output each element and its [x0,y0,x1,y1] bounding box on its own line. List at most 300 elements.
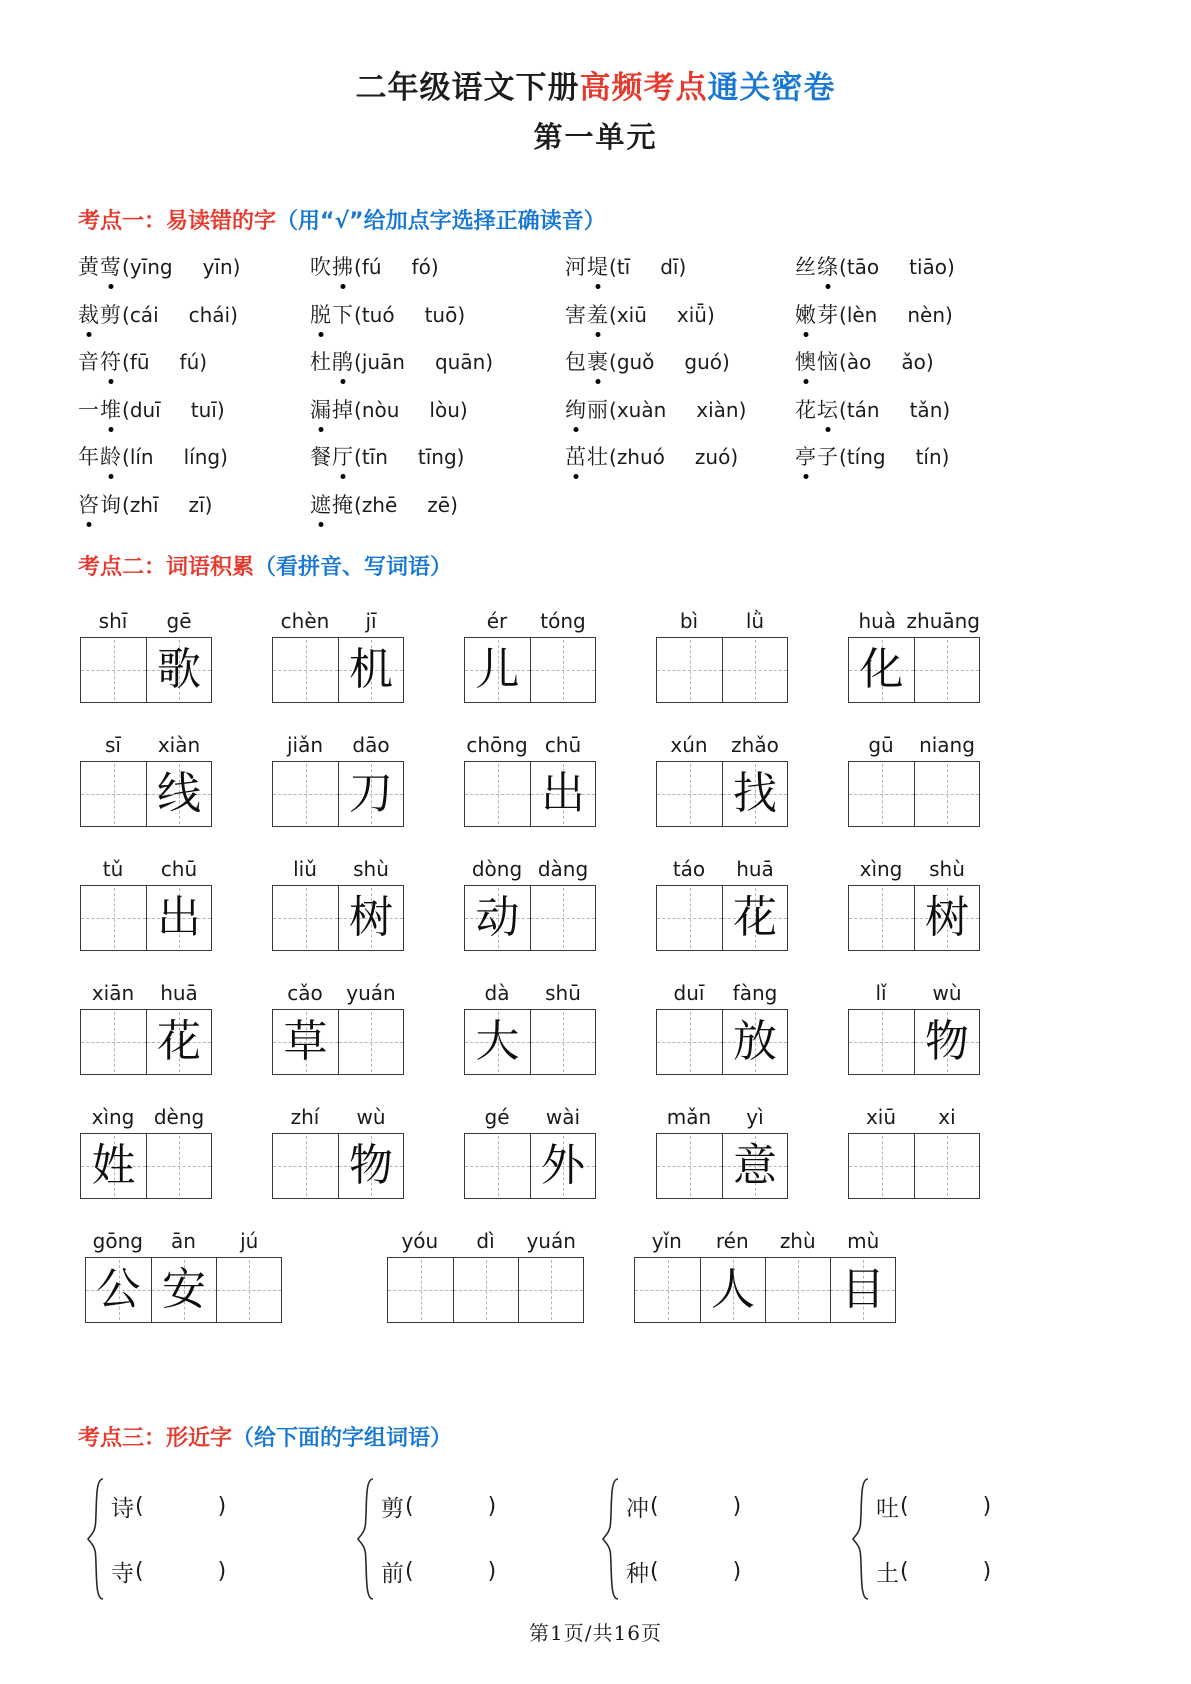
dotted-hanzi-char: 漏 [310,394,332,424]
pinyin-option-2: líng [183,445,221,469]
writing-cell-empty [765,1258,830,1322]
pinyin-option-1: lèn [846,302,878,327]
pinyin-syllable: xiū [865,1105,897,1129]
writing-cell-empty [849,762,914,826]
hanzi-char: 害 [565,302,587,327]
writing-cell-filled [914,1010,979,1074]
pronunciation-item [795,299,1191,329]
pinyin-row [464,857,596,883]
pinyin-syllable: xiān [91,981,135,1005]
pronunciation-item [795,394,1191,424]
writing-box [80,761,212,827]
hanzi-char: 吹 [310,255,332,279]
title-segment-black: 二年级语文下册 [355,70,580,106]
writing-cell-filled [914,886,979,950]
pinyin-row [80,609,212,635]
pinyin-writing-grid [0,609,1191,1323]
pinyin-option-2: fú [179,350,200,374]
pinyin-options: (tāo tiāo) [839,255,955,279]
hanzi-char: 丽 [587,397,609,422]
writing-cell-filled [338,638,403,702]
pinyin-option-1: lín [129,445,154,469]
writing-cell-filled [700,1258,765,1322]
pinyin-syllable: yì [746,1105,764,1129]
given-char: 外 [541,1140,585,1191]
similar-char-pair [355,1474,600,1604]
pinyin-options: (lín líng) [122,445,228,469]
writing-box [272,1009,404,1075]
pinyin-row [85,1229,282,1255]
dotted-word [78,350,122,374]
section3-heading-instruction: （给下面的字组词语） [232,1426,453,1451]
pinyin-syllable: dàng [537,857,589,881]
hanzi-char: 黄 [78,255,100,279]
pinyin-syllable: yuán [526,1229,576,1253]
writing-cell-filled [146,886,211,950]
pronunciation-item [565,441,795,471]
writing-cell-filled [151,1258,216,1322]
dotted-hanzi-char: 裁 [78,299,100,329]
answer-blank: ( ) [900,1494,992,1519]
pinyin-options: (ào ǎo) [839,350,934,374]
pinyin-syllable: chōng [466,733,528,757]
pinyin-option-1: ào [846,350,872,374]
hanzi-char: 诗 [111,1496,134,1522]
dotted-word [78,493,122,517]
pinyin-option-1: tī [616,255,631,279]
hanzi-char: 种 [626,1561,649,1587]
pinyin-option-1: zhē [361,492,398,517]
dotted-word [795,350,839,374]
hanzi-char: 吐 [876,1496,899,1522]
writing-cell-empty [657,762,722,826]
pinyin-syllable: dà [484,981,510,1005]
writing-cell-filled [146,638,211,702]
char-blank-line-top [381,1474,496,1539]
dotted-hanzi-char: 堆 [100,394,122,424]
section3-heading-main: 考点三：形近字 [78,1426,233,1451]
pinyin-options: (nòu lòu) [354,397,468,422]
writing-unit [80,609,212,703]
hanzi-char: 掉 [332,397,354,422]
pinyin-options: (tuó tuō) [354,302,466,327]
pinyin-option-1: tāo [846,255,880,279]
hanzi-char: 年 [78,445,100,469]
writing-cell-empty [849,886,914,950]
pinyin-syllable: xìng [91,1105,135,1129]
writing-unit [387,1229,584,1323]
dotted-word [78,255,122,279]
pinyin-syllable: liǔ [293,857,317,881]
writing-unit [80,981,212,1075]
section1-heading [0,204,1191,235]
pinyin-option-1: fú [361,255,382,279]
dotted-hanzi-char: 拂 [332,251,354,281]
writing-cell-empty [635,1258,700,1322]
pinyin-row [272,609,404,635]
pinyin-syllable: lǐ [875,981,887,1005]
pinyin-options: (lèn nèn) [839,302,953,327]
writing-box [387,1257,584,1323]
pinyin-option-1: tíng [846,445,886,469]
writing-box [656,885,788,951]
writing-cell-empty [81,762,146,826]
dotted-word [310,493,354,517]
writing-row [80,1229,1191,1323]
pronunciation-item [795,441,1191,471]
pinyin-syllable: gū [868,733,894,757]
writing-cell-filled [146,1010,211,1074]
pinyin-syllable: mǎn [666,1105,712,1129]
writing-unit [656,981,788,1075]
writing-unit [464,1105,596,1199]
writing-unit [272,1105,404,1199]
dotted-word [310,350,354,374]
writing-cell-empty [914,1134,979,1198]
pinyin-option-2: ǎo [901,350,926,374]
dotted-hanzi-char: 茁 [565,441,587,471]
pinyin-options: (tīn tīng) [354,445,465,469]
pinyin-syllable: wù [356,1105,386,1129]
pinyin-option-1: tán [846,397,880,422]
dotted-word [795,303,839,327]
pinyin-option-1: duī [129,397,161,422]
given-char: 儿 [475,644,520,695]
pinyin-options: (duī tuī) [122,397,225,422]
pinyin-syllable: mù [847,1229,880,1253]
writing-box [272,761,404,827]
writing-box [464,761,596,827]
pronunciation-item [78,299,310,329]
writing-cell-empty [914,638,979,702]
title-segment-blue: 通关密卷 [707,70,836,106]
pinyin-option-2: fó [411,255,431,279]
dotted-hanzi-char: 厅 [332,441,354,471]
hanzi-char: 杜 [310,350,332,374]
writing-unit [80,733,212,827]
pinyin-option-2: xiǖ [676,302,707,327]
writing-cell-empty [530,638,595,702]
answer-blank: ( ) [135,1559,227,1584]
dotted-word [310,255,354,279]
pinyin-syllable: dèng [153,1105,205,1129]
pinyin-syllable: wài [545,1105,581,1129]
hanzi-char: 餐 [310,445,332,469]
writing-cell-filled [81,1134,146,1198]
dotted-word [78,303,122,327]
pinyin-syllable: táo [672,857,706,881]
brace-icon [850,1476,872,1602]
pronunciation-item [78,346,310,376]
pronunciation-item [310,346,565,376]
pinyin-option-1: fū [129,350,150,374]
writing-cell-empty [388,1258,453,1322]
pinyin-syllable: dòng [471,857,523,881]
writing-cell-filled [849,638,914,702]
writing-unit [848,981,980,1075]
pinyin-syllable: lǜ [745,609,765,633]
pinyin-syllable: gōng [92,1229,143,1253]
pronunciation-item [565,251,795,281]
hanzi-char: 一 [78,397,100,422]
hanzi-char: 恼 [817,350,839,374]
writing-cell-empty [914,762,979,826]
pinyin-option-1: cái [129,302,159,327]
pinyin-option-2: tiāo [909,255,948,279]
dotted-word [310,445,354,469]
pinyin-options: (zhī zī) [122,492,213,517]
pinyin-option-2: xiàn [696,397,739,422]
writing-cell-empty [453,1258,518,1322]
pinyin-options: (zhē zē) [354,492,458,517]
writing-cell-empty [81,638,146,702]
pinyin-syllable: chèn [280,609,330,633]
dotted-word [78,445,122,469]
writing-box [464,1133,596,1199]
pinyin-row [464,1105,596,1131]
section1-heading-instruction: （用“√”给加点字选择正确读音） [276,209,606,234]
pinyin-syllable: dāo [352,733,390,757]
similar-char-pair [850,1474,1191,1604]
pinyin-option-2: tuō [424,302,458,327]
similar-characters-list [0,1474,1191,1604]
writing-cell-empty [81,886,146,950]
pinyin-syllable: shū [545,981,581,1005]
writing-box [848,885,980,951]
pinyin-row [634,1229,896,1255]
writing-cell-filled [722,762,787,826]
given-char: 草 [283,1016,328,1067]
writing-box [80,885,212,951]
writing-cell-empty [338,1010,403,1074]
writing-cell-filled [722,1134,787,1198]
writing-row [80,1105,1191,1199]
pinyin-option-1: tuó [361,302,395,327]
writing-box [464,637,596,703]
writing-unit [80,1105,212,1199]
similar-char-pair [600,1474,850,1604]
title-segment-red: 高频考点 [579,70,708,106]
writing-box [656,761,788,827]
pinyin-syllable: chū [160,857,198,881]
pinyin-row [464,609,596,635]
char-blank-line-bottom [111,1539,226,1604]
writing-cell-filled [273,1010,338,1074]
pinyin-syllable: rén [715,1229,749,1253]
pinyin-syllable: tóng [540,609,586,633]
writing-cell-empty [722,638,787,702]
given-char: 目 [841,1264,885,1315]
dotted-word [565,445,609,469]
dotted-word [795,398,839,422]
dotted-hanzi-char: 符 [100,346,122,376]
dotted-hanzi-char: 羞 [587,299,609,329]
pinyin-option-2: lòu [429,397,460,422]
writing-box [272,1133,404,1199]
brace-icon [355,1476,377,1602]
dotted-hanzi-char: 遮 [310,489,332,519]
given-char: 物 [925,1016,969,1067]
dotted-word [565,350,609,374]
pinyin-syllable: zhí [290,1105,320,1129]
pinyin-options: (fú fó) [354,255,439,279]
pinyin-syllable: zhù [779,1229,816,1253]
writing-row [80,981,1191,1075]
pinyin-options: (fū fú) [122,350,208,374]
writing-unit [464,981,596,1075]
writing-unit [848,609,980,703]
pronunciation-item [310,251,565,281]
pinyin-option-2: zuó [694,445,731,469]
pinyin-syllable: chū [544,733,582,757]
hanzi-char: 剪 [381,1496,404,1522]
hanzi-char: 丝 [795,255,817,279]
pinyin-options: (guǒ guó) [609,350,730,374]
pinyin-option-1: yīng [129,255,173,279]
dotted-hanzi-char: 绦 [817,251,839,281]
pinyin-syllable: ér [486,609,508,633]
dotted-word [565,255,609,279]
writing-cell-empty [465,762,530,826]
given-char: 放 [733,1016,777,1067]
dotted-hanzi-char: 嫩 [795,299,817,329]
dotted-word [310,398,354,422]
writing-cell-empty [216,1258,281,1322]
hanzi-char: 前 [381,1561,404,1587]
writing-box [848,761,980,827]
writing-cell-empty [273,638,338,702]
hanzi-char: 壮 [587,445,609,469]
pinyin-option-2: tuī [190,397,217,422]
pinyin-row [656,857,788,883]
dotted-hanzi-char: 懊 [795,346,817,376]
writing-box [272,637,404,703]
writing-cell-empty [465,1134,530,1198]
pinyin-syllable: huà [858,609,897,633]
pinyin-syllable: jī [365,609,377,633]
pinyin-options: (yīng yīn) [122,255,241,279]
pinyin-syllable: tǔ [102,857,124,881]
given-char: 化 [859,644,904,695]
pinyin-option-2: zī [188,492,205,517]
section2-heading [0,550,1191,581]
writing-unit [272,981,404,1075]
given-char: 公 [96,1264,141,1315]
dotted-word [795,255,839,279]
pinyin-syllable: huā [160,981,198,1005]
pinyin-option-1: tīn [361,445,388,469]
char-blank-line-bottom [876,1539,991,1604]
pinyin-syllable: jú [240,1229,259,1253]
pinyin-option-2: zē [427,492,451,517]
pair-column [626,1474,741,1604]
pinyin-row [656,609,788,635]
dotted-word [310,303,354,327]
writing-cell-filled [465,638,530,702]
pinyin-row [656,981,788,1007]
hanzi-char: 河 [565,255,587,279]
pinyin-option-2: dī [660,255,679,279]
hanzi-char: 芽 [817,302,839,327]
char-blank-line-top [111,1474,226,1539]
given-char: 线 [157,768,201,819]
dotted-hanzi-char: 裹 [587,346,609,376]
pinyin-option-2: nèn [907,302,946,327]
given-char: 出 [541,768,585,819]
pinyin-option-1: zhuó [616,445,665,469]
writing-box [656,637,788,703]
given-char: 刀 [349,768,393,819]
pinyin-option-2: quān [434,350,486,374]
writing-cell-empty [530,1010,595,1074]
given-char: 树 [349,892,393,943]
writing-unit [656,609,788,703]
dotted-hanzi-char: 坛 [817,394,839,424]
pair-column [876,1474,991,1604]
given-char: 物 [349,1140,393,1191]
pronunciation-item [310,489,565,519]
given-char: 安 [162,1264,206,1315]
writing-row [80,609,1191,703]
writing-unit [272,857,404,951]
writing-cell-filled [338,1134,403,1198]
brace-icon [600,1476,622,1602]
pinyin-option-2: yīn [202,255,233,279]
pinyin-options: (tíng tín) [839,445,950,469]
pinyin-option-1: zhī [129,492,159,517]
answer-blank: ( ) [135,1494,227,1519]
writing-box [848,1133,980,1199]
writing-box [464,885,596,951]
dotted-word [795,445,839,469]
writing-box [656,1133,788,1199]
char-blank-line-top [626,1474,741,1539]
pinyin-row [848,1105,980,1131]
writing-cell-empty [657,1134,722,1198]
pinyin-row [80,1105,212,1131]
pinyin-syllable: xi [938,1105,956,1129]
pinyin-row [848,857,980,883]
pronunciation-choice-list [0,251,1191,536]
pronunciation-item [565,346,795,376]
writing-unit [272,609,404,703]
pinyin-option-1: nòu [361,397,400,422]
pinyin-option-1: xiū [616,302,647,327]
dotted-word [78,398,122,422]
pinyin-syllable: wù [932,981,962,1005]
writing-box [80,637,212,703]
hanzi-char: 子 [817,445,839,469]
hanzi-char: 花 [795,397,817,422]
pinyin-syllable: duī [673,981,705,1005]
writing-unit [848,733,980,827]
brace-icon [85,1476,107,1602]
pronunciation-item [310,394,565,424]
dotted-hanzi-char: 绚 [565,394,587,424]
writing-cell-empty [273,1134,338,1198]
pinyin-option-2: tǎn [909,397,943,422]
writing-cell-filled [86,1258,151,1322]
writing-row [80,733,1191,827]
section1-heading-main: 考点一：易读错的字 [78,209,277,234]
pinyin-row [80,981,212,1007]
pronunciation-item [795,346,1191,376]
writing-cell-filled [465,1010,530,1074]
pinyin-option-2: chái [188,302,231,327]
pinyin-options: (tán tǎn) [839,397,951,422]
section3-heading [0,1421,1191,1452]
pinyin-syllable: huā [736,857,774,881]
